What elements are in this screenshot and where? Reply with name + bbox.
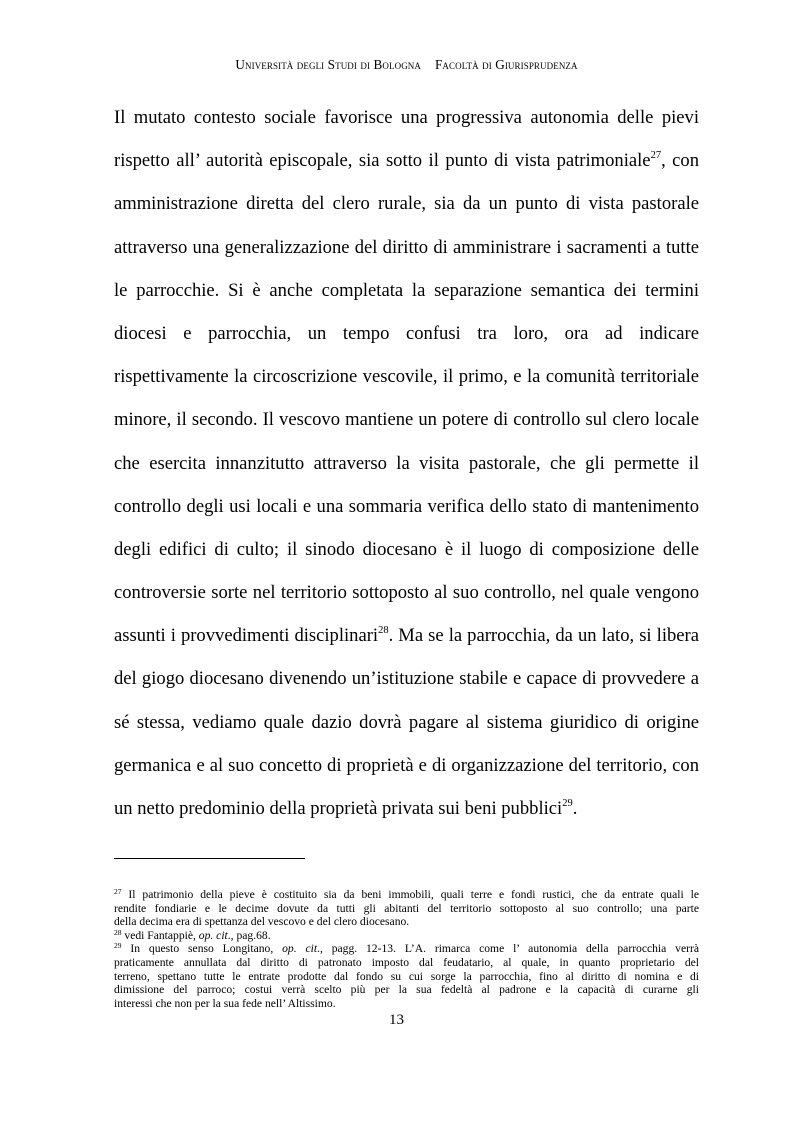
footnote-separator bbox=[114, 858, 305, 859]
running-header bbox=[114, 57, 699, 73]
text-line: attraverso una generalizzazione del diritto di amministrare i sacramenti a tutte bbox=[114, 236, 699, 258]
text-line: sé stessa, vediamo quale dazio dovrà pagare al sistema giuridico di origine bbox=[114, 711, 699, 733]
text-line: le parrocchie. Si è anche completata la separazione semantica dei termini bbox=[114, 279, 699, 301]
footnote-27: $^{27}$ Il patrimonio della pieve è costituito sia da beni immobili, quali terre e fondi rustici, che da entrate quali le bbox=[114, 887, 699, 901]
text-line: assunti i provvedimenti disciplinari$^{28}$. Ma se la parrocchia, da un lato, si libera bbox=[114, 625, 699, 647]
text-line: germanica e al suo concetto di proprietà e di organizzazione del territorio, con bbox=[114, 754, 699, 776]
footnote-line: dimissione del parroco; costui verrà scelto più per la sua fedeltà al padrone e la capacità di curarne gli bbox=[114, 983, 699, 997]
footnote-line: della decima era di spettanza del vescovo e del clero diocesano. bbox=[114, 915, 410, 929]
text-line: minore, il secondo. Il vescovo mantiene un potere di controllo sul clero locale bbox=[114, 409, 699, 431]
text-line: amministrazione diretta del clero rurale, sia da un punto di vista pastorale bbox=[114, 193, 699, 215]
page-number: 13 bbox=[389, 1012, 404, 1028]
header-university: Università degli Studi di Bologna bbox=[235, 57, 421, 72]
footnote-number: 27 bbox=[114, 887, 122, 896]
text-line: controllo degli usi locali e una sommaria verifica dello stato di mantenimento bbox=[114, 495, 699, 517]
text-line: che esercita innanzitutto attraverso la visita pastorale, che gli permette il bbox=[114, 452, 699, 474]
footnote-line: interessi che non per la sua fede nell’ Altissimo. bbox=[114, 996, 336, 1010]
body-paragraph bbox=[114, 96, 699, 830]
text-line: controversie sorte nel territorio sottoposto al suo controllo, nel quale vengono bbox=[114, 582, 699, 604]
footnote-ref-28[interactable]: 28 bbox=[378, 625, 389, 637]
footnotes bbox=[114, 888, 699, 1010]
footnote-ref-27[interactable]: 27 bbox=[650, 150, 662, 162]
text-line: rispettivamente la circoscrizione vescovile, il primo, e la comunità territoriale bbox=[114, 366, 699, 388]
footnote-29: $^{29}$ In questo senso Longitano, op. cit., pagg. 12-13. L’A. rimarca come l’ autonomia della parrocchia verrà bbox=[114, 941, 699, 956]
footnote-number: 28 bbox=[114, 927, 122, 937]
text-line: degli edifici di culto; il sinodo diocesano è il luogo di composizione delle bbox=[114, 538, 699, 560]
footnote-ref-29[interactable]: 29 bbox=[562, 798, 573, 809]
footnote-line: terreno, spettano tutte le entrate prodotte dal fondo su cui sorge la parrocchia, fino al diritto di nomina e di bbox=[114, 969, 699, 983]
text-line: del giogo diocesano divenendo un’istituzione stabile e capace di provvedere a bbox=[114, 668, 699, 690]
footnote-28: $^{28}$ vedi Fantappiè, op. cit., pag.68. bbox=[114, 927, 271, 942]
text-line: rispetto all’ autorità episcopale, sia sotto il punto di vista patrimoniale$^{27}$, con bbox=[114, 150, 700, 172]
footnote-number: 29 bbox=[114, 941, 122, 951]
text-line: diocesi e parrocchia, un tempo confusi tra loro, ora ad indicare bbox=[114, 322, 699, 344]
footnote-line: rendite fondiarie e le decime dovute da tutti gli abitanti del territorio sottoposto al suo controllo; una parte bbox=[114, 901, 699, 915]
text-line: Il mutato contesto sociale favorisce una progressiva autonomia delle pievi bbox=[114, 107, 699, 128]
header-faculty: Facoltà di Giurisprudenza bbox=[435, 57, 578, 72]
footnote-line: praticamente annullata dal diritto di patronato imposto dal feudatario, al quale, in quanto proprietario del bbox=[114, 955, 699, 969]
text-line: un netto predominio della proprietà privata sui beni pubblici$^{29}$. bbox=[114, 798, 578, 819]
